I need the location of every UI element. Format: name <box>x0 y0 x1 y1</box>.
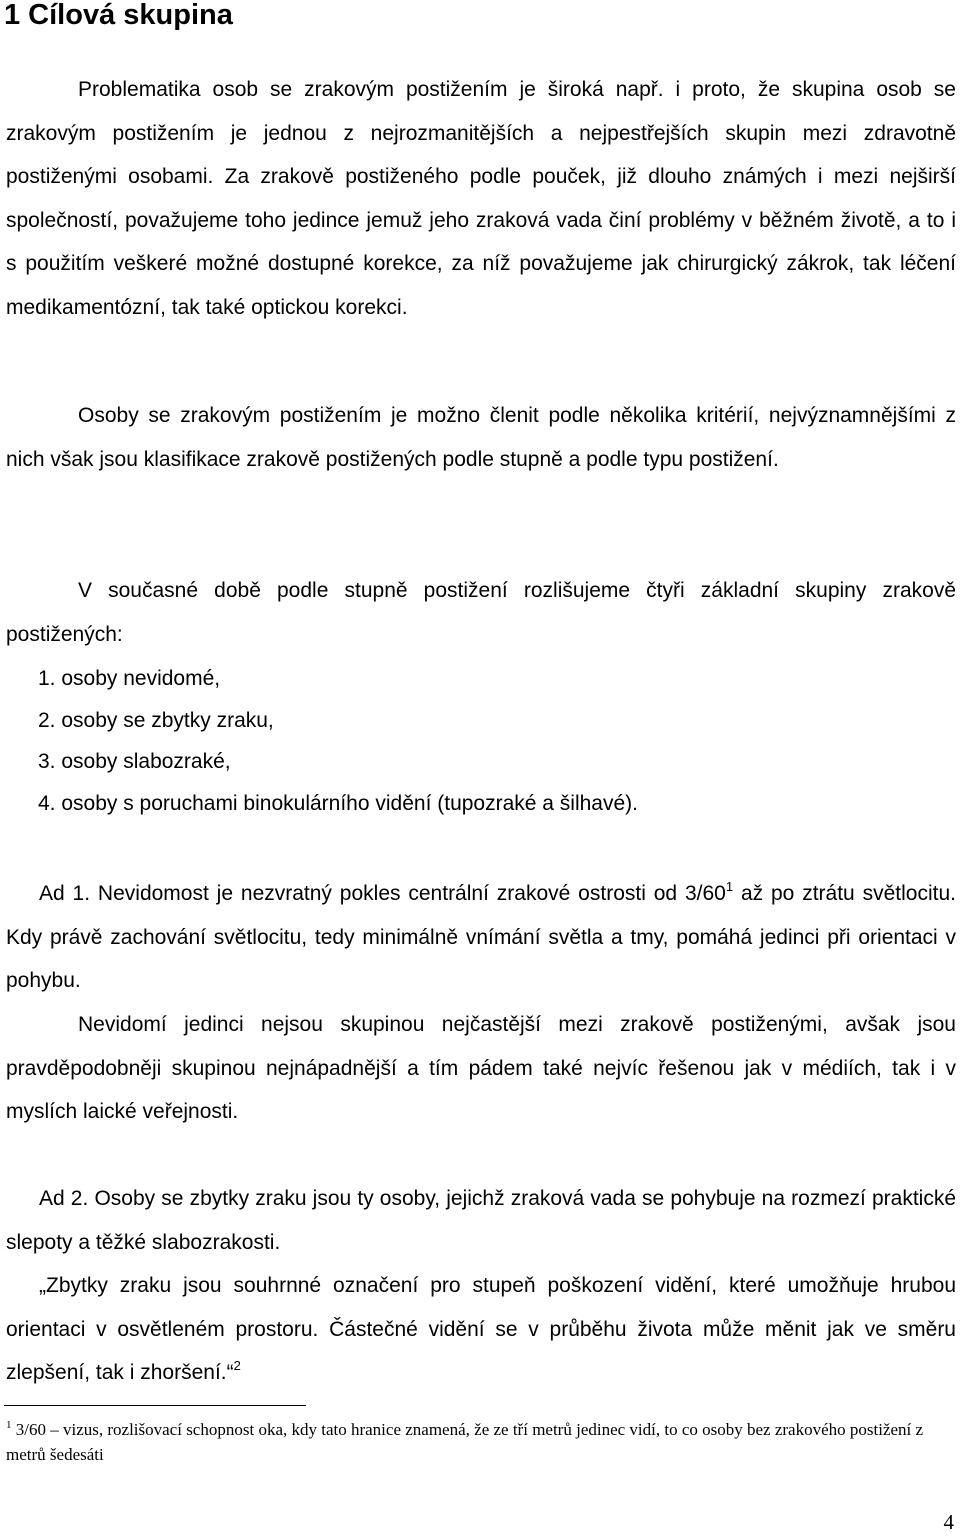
footnote-separator <box>4 1405 306 1406</box>
footnote-ref-1: 1 <box>725 879 734 894</box>
paragraph-blind-persons: Nevidomí jedinci nejsou skupinou nejčastější mezi zrakově postiženými, avšak jsou pravděpodobněji skupinou nejnápadnější a tím pádem také nejvíc řešenou jak v médiích, tak i v myslích laické veřejnosti. <box>6 1013 956 1123</box>
footnote-text: 3/60 – vizus, rozlišovací schopnost oka, kdy tato hranice znamená, že ze tří metrů jedinec vidí, to co osoby bez zrakového postižení z metrů šedesáti <box>6 1420 924 1464</box>
groups-list <box>38 658 638 824</box>
page-number: 4 <box>943 1510 954 1534</box>
chapter-heading: 1 Cílová skupina <box>4 0 233 31</box>
list-item: 2. osoby se zbytky zraku, <box>38 708 274 732</box>
footnote-1 <box>6 1417 956 1467</box>
paragraph-ad1 <box>6 872 956 1003</box>
paragraph-intro: Problematika osob se zrakovým postižením je široká např. i proto, že skupina osob se zrakovým postižením je jednou z nejrozmanitějších a nejpestřejších skupin mezi zdravotně postiženými osobami. Za zrakově postiženého podle pouček, již dlouho známých i mezi nejširší společností, považujeme toho jedince jemuž jeho zraková vada činí problémy v běžném životě, a to i s použitím veškeré možné dostupné korekce, za níž považujeme jak chirurgický zákrok, tak léčení medikamentózní, tak také optickou korekci. <box>6 78 956 319</box>
list-item: 3. osoby slabozraké, <box>38 750 231 773</box>
footnote-ref-2: 2 <box>233 1358 241 1373</box>
quote-text: „Zbytky zraku jsou souhrnné označení pro stupeň poškození vidění, které umožňuje hrubou orientaci v osvětleném prostoru. Částečné vidění se v průběhu života může měnit jak ve směru zlepšení, tak i zhoršení.“ <box>6 1274 956 1384</box>
list-item: 1. osoby nevidomé, <box>38 667 221 690</box>
paragraph-quote <box>6 1264 956 1395</box>
paragraph-classification: Osoby se zrakovým postižením je možno členit podle několika kritérií, nejvýznamnějšími z nich však jsou klasifikace zrakově postižených podle stupně a podle typu postižení. <box>6 404 956 471</box>
footnote-number: 1 <box>6 1419 12 1431</box>
paragraph-groups-intro: V současné době podle stupně postižení rozlišujeme čtyři základní skupiny zrakově postižených: <box>6 579 956 646</box>
ad1-text-start: Ad 1. Nevidomost je nezvratný pokles centrální zrakové ostrosti od 3/60 <box>39 882 726 905</box>
paragraph-ad2: Ad 2. Osoby se zbytky zraku jsou ty osoby, jejichž zraková vada se pohybuje na rozmezí praktické slepoty a těžké slabozrakosti. <box>6 1187 956 1254</box>
ad1-text-end: až po ztrátu světlocitu. Kdy právě zachování světlocitu, tedy minimálně vnímání světla a tmy, pomáhá jedinci při orientaci v pohybu. <box>6 882 956 992</box>
list-item: 4. osoby s poruchami binokulárního vidění (tupozraké a šilhavé). <box>38 791 638 815</box>
